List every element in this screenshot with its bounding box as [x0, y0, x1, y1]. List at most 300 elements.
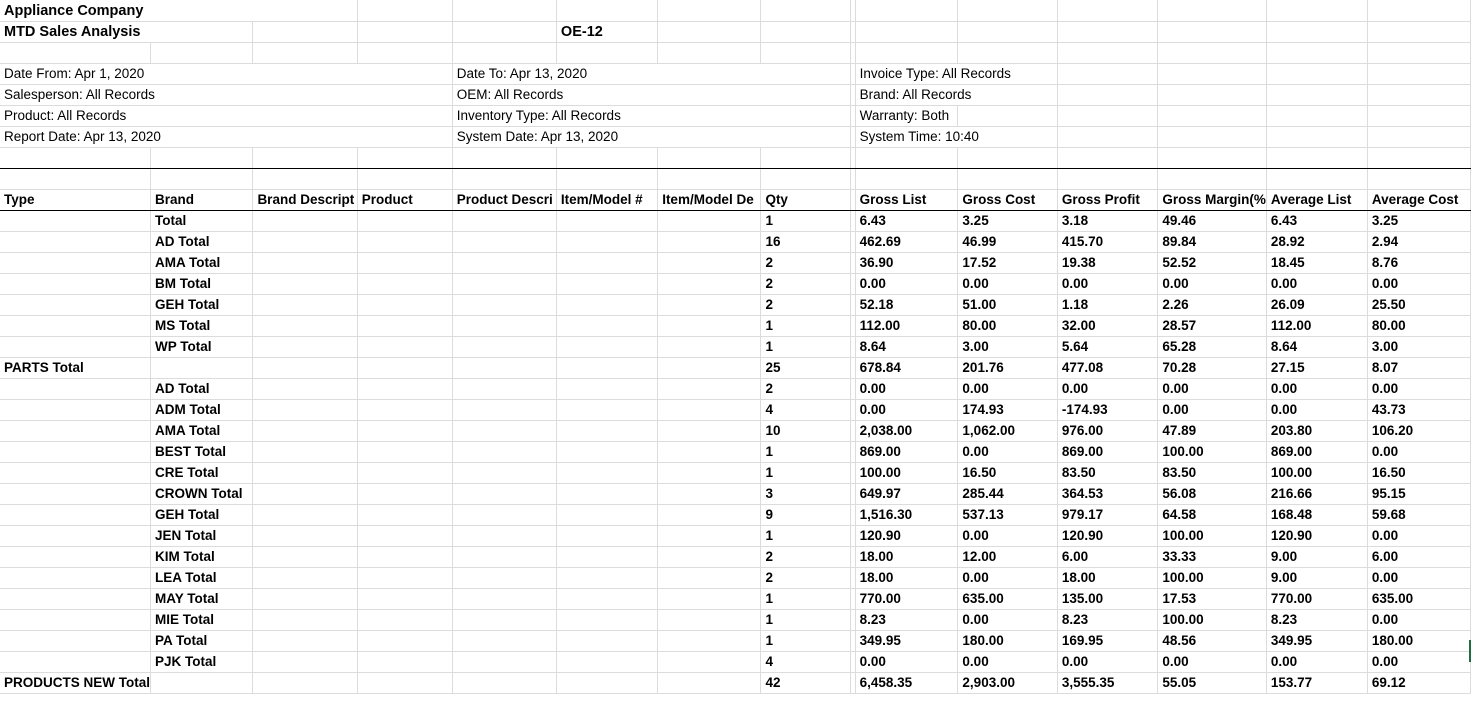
cell-gross-margin[interactable]: 0.00: [1158, 651, 1267, 672]
cell-brand-description[interactable]: [253, 630, 357, 651]
cell-brand-description[interactable]: [253, 336, 357, 357]
cell-brand[interactable]: MIE Total: [151, 609, 253, 630]
cell-item-model-description[interactable]: [658, 231, 761, 252]
cell-item-model-number[interactable]: [556, 252, 657, 273]
cell-product[interactable]: [357, 546, 452, 567]
cell-gross-profit[interactable]: 979.17: [1057, 504, 1158, 525]
cell-gross-profit[interactable]: 3.18: [1057, 210, 1158, 231]
cell-type[interactable]: [0, 609, 151, 630]
cell-average-list[interactable]: 6.43: [1266, 210, 1367, 231]
cell-item-model-number[interactable]: [556, 462, 657, 483]
cell-average-cost[interactable]: 0.00: [1367, 441, 1470, 462]
cell-gross-cost[interactable]: 3.00: [958, 336, 1057, 357]
cell-item-model-number[interactable]: [556, 672, 657, 693]
cell-product-description[interactable]: [452, 378, 556, 399]
cell-average-list[interactable]: 9.00: [1266, 567, 1367, 588]
cell-gross-margin[interactable]: 33.33: [1158, 546, 1267, 567]
cell-item-model-description[interactable]: [658, 252, 761, 273]
cell-brand-description[interactable]: [253, 273, 357, 294]
cell-brand-description[interactable]: [253, 672, 357, 693]
cell-qty[interactable]: 9: [761, 504, 850, 525]
cell-type[interactable]: [0, 378, 151, 399]
cell-gross-list[interactable]: 100.00: [855, 462, 958, 483]
cell-product[interactable]: [357, 294, 452, 315]
cell-product-description[interactable]: [452, 357, 556, 378]
cell-gross-profit[interactable]: 1.18: [1057, 294, 1158, 315]
cell-gross-list[interactable]: 18.00: [855, 567, 958, 588]
col-header-product-description[interactable]: Product Descri: [452, 189, 556, 210]
cell-brand[interactable]: WP Total: [151, 336, 253, 357]
cell-qty[interactable]: 16: [761, 231, 850, 252]
cell-gross-cost[interactable]: 46.99: [958, 231, 1057, 252]
cell-item-model-number[interactable]: [556, 357, 657, 378]
cell-brand[interactable]: BM Total: [151, 273, 253, 294]
cell-product-description[interactable]: [452, 399, 556, 420]
cell-item-model-number[interactable]: [556, 609, 657, 630]
col-header-average-cost[interactable]: Average Cost: [1367, 189, 1470, 210]
cell-item-model-number[interactable]: [556, 630, 657, 651]
cell-average-cost[interactable]: 80.00: [1367, 315, 1470, 336]
cell-gross-margin[interactable]: 47.89: [1158, 420, 1267, 441]
cell-product-description[interactable]: [452, 588, 556, 609]
cell-gross-cost[interactable]: 3.25: [958, 210, 1057, 231]
cell-item-model-number[interactable]: [556, 231, 657, 252]
cell-item-model-description[interactable]: [658, 441, 761, 462]
cell-product-description[interactable]: [452, 294, 556, 315]
cell-gross-profit[interactable]: 0.00: [1057, 378, 1158, 399]
cell-item-model-number[interactable]: [556, 546, 657, 567]
cell-brand[interactable]: LEA Total: [151, 567, 253, 588]
cell-gross-margin[interactable]: 89.84: [1158, 231, 1267, 252]
cell-average-cost[interactable]: 106.20: [1367, 420, 1470, 441]
col-header-brand[interactable]: Brand: [151, 189, 253, 210]
cell-average-list[interactable]: 8.64: [1266, 336, 1367, 357]
cell-gross-profit[interactable]: 0.00: [1057, 273, 1158, 294]
cell-item-model-number[interactable]: [556, 525, 657, 546]
cell-gross-cost[interactable]: 0.00: [958, 567, 1057, 588]
cell-average-cost[interactable]: 3.00: [1367, 336, 1470, 357]
cell-type[interactable]: [0, 588, 151, 609]
cell-average-cost[interactable]: 3.25: [1367, 210, 1470, 231]
cell-brand-description[interactable]: [253, 315, 357, 336]
cell-average-list[interactable]: 168.48: [1266, 504, 1367, 525]
cell-average-list[interactable]: 18.45: [1266, 252, 1367, 273]
cell-gross-list[interactable]: 112.00: [855, 315, 958, 336]
cell-gross-list[interactable]: 8.64: [855, 336, 958, 357]
cell-average-cost[interactable]: 25.50: [1367, 294, 1470, 315]
cell-gross-margin[interactable]: 100.00: [1158, 567, 1267, 588]
cell-gross-list[interactable]: 6,458.35: [855, 672, 958, 693]
filter-report-date[interactable]: Report Date: Apr 13, 2020: [0, 126, 452, 147]
cell-type[interactable]: [0, 210, 151, 231]
cell-product[interactable]: [357, 588, 452, 609]
cell-brand-description[interactable]: [253, 567, 357, 588]
cell-gross-margin[interactable]: 52.52: [1158, 252, 1267, 273]
cell-item-model-description[interactable]: [658, 336, 761, 357]
cell-type[interactable]: [0, 483, 151, 504]
cell-qty[interactable]: 25: [761, 357, 850, 378]
cell-qty[interactable]: 1: [761, 315, 850, 336]
cell-gross-profit[interactable]: 364.53: [1057, 483, 1158, 504]
cell-item-model-description[interactable]: [658, 462, 761, 483]
cell-brand[interactable]: KIM Total: [151, 546, 253, 567]
cell-gross-list[interactable]: 8.23: [855, 609, 958, 630]
cell-gross-cost[interactable]: 0.00: [958, 651, 1057, 672]
cell-product-description[interactable]: [452, 525, 556, 546]
cell-product-description[interactable]: [452, 504, 556, 525]
cell-qty[interactable]: 2: [761, 378, 850, 399]
cell-gross-margin[interactable]: 48.56: [1158, 630, 1267, 651]
cell-gross-cost[interactable]: 0.00: [958, 273, 1057, 294]
cell-gross-cost[interactable]: 0.00: [958, 378, 1057, 399]
cell-product-description[interactable]: [452, 252, 556, 273]
cell-brand-description[interactable]: [253, 210, 357, 231]
cell-gross-list[interactable]: 770.00: [855, 588, 958, 609]
cell-qty[interactable]: 42: [761, 672, 850, 693]
cell-gross-profit[interactable]: 135.00: [1057, 588, 1158, 609]
cell-gross-profit[interactable]: 3,555.35: [1057, 672, 1158, 693]
cell-brand[interactable]: GEH Total: [151, 504, 253, 525]
filter-warranty[interactable]: Warranty: Both: [855, 105, 958, 126]
cell-gross-profit[interactable]: 415.70: [1057, 231, 1158, 252]
cell-average-cost[interactable]: 8.07: [1367, 357, 1470, 378]
filter-salesperson[interactable]: Salesperson: All Records: [0, 84, 452, 105]
cell-item-model-description[interactable]: [658, 609, 761, 630]
cell-gross-profit[interactable]: 5.64: [1057, 336, 1158, 357]
cell-average-cost[interactable]: 8.76: [1367, 252, 1470, 273]
cell-average-list[interactable]: 112.00: [1266, 315, 1367, 336]
cell-type[interactable]: [0, 420, 151, 441]
cell-item-model-description[interactable]: [658, 630, 761, 651]
cell-gross-cost[interactable]: 0.00: [958, 609, 1057, 630]
cell-gross-cost[interactable]: 2,903.00: [958, 672, 1057, 693]
cell-gross-cost[interactable]: 635.00: [958, 588, 1057, 609]
cell-brand[interactable]: BEST Total: [151, 441, 253, 462]
cell-product-description[interactable]: [452, 483, 556, 504]
cell-brand-description[interactable]: [253, 483, 357, 504]
cell-gross-margin[interactable]: 2.26: [1158, 294, 1267, 315]
cell-gross-list[interactable]: 0.00: [855, 378, 958, 399]
cell-average-cost[interactable]: 635.00: [1367, 588, 1470, 609]
col-header-item-model-description[interactable]: Item/Model De: [658, 189, 761, 210]
cell-gross-list[interactable]: 1,516.30: [855, 504, 958, 525]
cell-brand-description[interactable]: [253, 231, 357, 252]
cell-brand[interactable]: GEH Total: [151, 294, 253, 315]
cell-average-list[interactable]: 0.00: [1266, 399, 1367, 420]
cell-gross-list[interactable]: 2,038.00: [855, 420, 958, 441]
cell-average-cost[interactable]: 0.00: [1367, 378, 1470, 399]
col-header-gross-cost[interactable]: Gross Cost: [958, 189, 1057, 210]
cell-gross-profit[interactable]: 120.90: [1057, 525, 1158, 546]
cell-average-list[interactable]: 203.80: [1266, 420, 1367, 441]
cell-gross-margin[interactable]: 100.00: [1158, 609, 1267, 630]
cell-brand-description[interactable]: [253, 378, 357, 399]
filter-date-from[interactable]: Date From: Apr 1, 2020: [0, 63, 452, 84]
cell-brand[interactable]: CROWN Total: [151, 483, 253, 504]
cell-gross-cost[interactable]: 174.93: [958, 399, 1057, 420]
cell-gross-list[interactable]: 649.97: [855, 483, 958, 504]
col-header-product[interactable]: Product: [357, 189, 452, 210]
cell-item-model-number[interactable]: [556, 588, 657, 609]
cell-gross-profit[interactable]: 0.00: [1057, 651, 1158, 672]
cell-qty[interactable]: 1: [761, 525, 850, 546]
cell-product-description[interactable]: [452, 462, 556, 483]
cell-product[interactable]: [357, 336, 452, 357]
col-header-gross-profit[interactable]: Gross Profit: [1057, 189, 1158, 210]
cell-item-model-number[interactable]: [556, 273, 657, 294]
cell-type[interactable]: [0, 336, 151, 357]
cell-qty[interactable]: 1: [761, 336, 850, 357]
cell-gross-list[interactable]: 869.00: [855, 441, 958, 462]
cell-type[interactable]: [0, 294, 151, 315]
cell-product[interactable]: [357, 441, 452, 462]
cell-type[interactable]: [0, 651, 151, 672]
filter-oem[interactable]: OEM: All Records: [452, 84, 850, 105]
cell-item-model-description[interactable]: [658, 504, 761, 525]
cell-gross-margin[interactable]: 49.46: [1158, 210, 1267, 231]
cell-qty[interactable]: 3: [761, 483, 850, 504]
cell-average-list[interactable]: 28.92: [1266, 231, 1367, 252]
cell-item-model-number[interactable]: [556, 210, 657, 231]
col-header-item-model-number[interactable]: Item/Model #: [556, 189, 657, 210]
cell-brand[interactable]: PJK Total: [151, 651, 253, 672]
cell-type[interactable]: [0, 630, 151, 651]
cell-gross-profit[interactable]: 6.00: [1057, 546, 1158, 567]
cell-type[interactable]: [0, 231, 151, 252]
cell-product-description[interactable]: [452, 336, 556, 357]
cell-gross-profit[interactable]: 32.00: [1057, 315, 1158, 336]
cell-qty[interactable]: 10: [761, 420, 850, 441]
cell-product[interactable]: [357, 273, 452, 294]
cell-gross-profit[interactable]: 869.00: [1057, 441, 1158, 462]
cell-average-list[interactable]: 216.66: [1266, 483, 1367, 504]
cell-product-description[interactable]: [452, 630, 556, 651]
cell-item-model-description[interactable]: [658, 672, 761, 693]
cell-qty[interactable]: 1: [761, 588, 850, 609]
report-title[interactable]: MTD Sales Analysis: [0, 21, 253, 42]
cell-product[interactable]: [357, 420, 452, 441]
cell-gross-list[interactable]: 18.00: [855, 546, 958, 567]
cell-gross-list[interactable]: 0.00: [855, 399, 958, 420]
cell-qty[interactable]: 1: [761, 462, 850, 483]
cell-gross-margin[interactable]: 55.05: [1158, 672, 1267, 693]
cell-gross-margin[interactable]: 56.08: [1158, 483, 1267, 504]
cell-gross-profit[interactable]: 19.38: [1057, 252, 1158, 273]
cell-average-cost[interactable]: 95.15: [1367, 483, 1470, 504]
cell-item-model-number[interactable]: [556, 567, 657, 588]
cell-product-description[interactable]: [452, 567, 556, 588]
cell-brand-description[interactable]: [253, 441, 357, 462]
cell-average-cost[interactable]: 0.00: [1367, 525, 1470, 546]
cell-brand-description[interactable]: [253, 420, 357, 441]
cell-average-list[interactable]: 9.00: [1266, 546, 1367, 567]
cell-item-model-number[interactable]: [556, 315, 657, 336]
cell-gross-margin[interactable]: 0.00: [1158, 378, 1267, 399]
cell-qty[interactable]: 1: [761, 609, 850, 630]
cell-average-cost[interactable]: 16.50: [1367, 462, 1470, 483]
cell-product[interactable]: [357, 567, 452, 588]
cell-gross-list[interactable]: 0.00: [855, 273, 958, 294]
cell-item-model-description[interactable]: [658, 315, 761, 336]
cell-type[interactable]: PARTS Total: [0, 357, 151, 378]
cell-product[interactable]: [357, 609, 452, 630]
cell-brand-description[interactable]: [253, 525, 357, 546]
cell-gross-margin[interactable]: 17.53: [1158, 588, 1267, 609]
cell-item-model-number[interactable]: [556, 294, 657, 315]
cell-type[interactable]: [0, 504, 151, 525]
cell-gross-margin[interactable]: 28.57: [1158, 315, 1267, 336]
cell-average-list[interactable]: 153.77: [1266, 672, 1367, 693]
cell-type[interactable]: [0, 567, 151, 588]
cell-brand[interactable]: JEN Total: [151, 525, 253, 546]
cell-gross-margin[interactable]: 100.00: [1158, 525, 1267, 546]
cell-brand-description[interactable]: [253, 294, 357, 315]
cell-product[interactable]: [357, 231, 452, 252]
cell-product[interactable]: [357, 651, 452, 672]
cell-gross-margin[interactable]: 0.00: [1158, 273, 1267, 294]
cell-average-cost[interactable]: 0.00: [1367, 609, 1470, 630]
cell-product-description[interactable]: [452, 672, 556, 693]
cell-average-list[interactable]: 26.09: [1266, 294, 1367, 315]
cell-product-description[interactable]: [452, 441, 556, 462]
cell-average-list[interactable]: 120.90: [1266, 525, 1367, 546]
cell-item-model-number[interactable]: [556, 651, 657, 672]
cell-brand-description[interactable]: [253, 462, 357, 483]
cell-gross-list[interactable]: 349.95: [855, 630, 958, 651]
cell-brand-description[interactable]: [253, 609, 357, 630]
cell-gross-list[interactable]: 6.43: [855, 210, 958, 231]
cell-product[interactable]: [357, 399, 452, 420]
cell-gross-cost[interactable]: 0.00: [958, 441, 1057, 462]
cell-product[interactable]: [357, 672, 452, 693]
cell-average-list[interactable]: 770.00: [1266, 588, 1367, 609]
cell-qty[interactable]: 1: [761, 441, 850, 462]
company-name[interactable]: Appliance Company: [0, 0, 357, 21]
cell-gross-cost[interactable]: 180.00: [958, 630, 1057, 651]
cell-type[interactable]: [0, 399, 151, 420]
cell-gross-list[interactable]: 0.00: [855, 651, 958, 672]
cell-product[interactable]: [357, 462, 452, 483]
cell-gross-profit[interactable]: 477.08: [1057, 357, 1158, 378]
cell-type[interactable]: [0, 252, 151, 273]
cell-gross-margin[interactable]: 100.00: [1158, 441, 1267, 462]
cell-gross-cost[interactable]: 201.76: [958, 357, 1057, 378]
cell-qty[interactable]: 2: [761, 567, 850, 588]
filter-brand[interactable]: Brand: All Records: [855, 84, 1057, 105]
cell-brand[interactable]: ADM Total: [151, 399, 253, 420]
cell-brand[interactable]: AD Total: [151, 231, 253, 252]
cell-average-cost[interactable]: 59.68: [1367, 504, 1470, 525]
cell-gross-profit[interactable]: 8.23: [1057, 609, 1158, 630]
cell-product-description[interactable]: [452, 609, 556, 630]
cell-item-model-description[interactable]: [658, 651, 761, 672]
cell-qty[interactable]: 1: [761, 210, 850, 231]
cell-average-list[interactable]: 27.15: [1266, 357, 1367, 378]
cell-gross-profit[interactable]: 976.00: [1057, 420, 1158, 441]
cell-product-description[interactable]: [452, 273, 556, 294]
cell-item-model-number[interactable]: [556, 441, 657, 462]
col-header-gross-list[interactable]: Gross List: [855, 189, 958, 210]
cell-product-description[interactable]: [452, 210, 556, 231]
cell-item-model-description[interactable]: [658, 399, 761, 420]
cell-brand-description[interactable]: [253, 546, 357, 567]
cell-gross-list[interactable]: 678.84: [855, 357, 958, 378]
cell-qty[interactable]: 2: [761, 294, 850, 315]
cell-gross-cost[interactable]: 12.00: [958, 546, 1057, 567]
cell-item-model-description[interactable]: [658, 357, 761, 378]
cell-type[interactable]: [0, 315, 151, 336]
cell-brand[interactable]: AMA Total: [151, 252, 253, 273]
cell-gross-cost[interactable]: 16.50: [958, 462, 1057, 483]
cell-gross-cost[interactable]: 285.44: [958, 483, 1057, 504]
cell-average-list[interactable]: 0.00: [1266, 378, 1367, 399]
cell-product[interactable]: [357, 378, 452, 399]
cell-type[interactable]: [0, 546, 151, 567]
cell-brand[interactable]: AD Total: [151, 378, 253, 399]
cell-item-model-description[interactable]: [658, 546, 761, 567]
cell-product[interactable]: [357, 357, 452, 378]
cell-average-list[interactable]: 0.00: [1266, 651, 1367, 672]
cell-average-cost[interactable]: 43.73: [1367, 399, 1470, 420]
cell-product-description[interactable]: [452, 315, 556, 336]
cell-gross-margin[interactable]: 70.28: [1158, 357, 1267, 378]
cell-gross-margin[interactable]: 64.58: [1158, 504, 1267, 525]
cell-item-model-description[interactable]: [658, 525, 761, 546]
cell-qty[interactable]: 4: [761, 399, 850, 420]
cell-average-cost[interactable]: 6.00: [1367, 546, 1470, 567]
cell-product[interactable]: [357, 210, 452, 231]
cell-brand-description[interactable]: [253, 357, 357, 378]
cell-item-model-number[interactable]: [556, 504, 657, 525]
cell-average-list[interactable]: 0.00: [1266, 273, 1367, 294]
filter-invoice-type[interactable]: Invoice Type: All Records: [855, 63, 1057, 84]
cell-brand[interactable]: CRE Total: [151, 462, 253, 483]
col-header-average-list[interactable]: Average List: [1266, 189, 1367, 210]
cell-item-model-number[interactable]: [556, 336, 657, 357]
cell-brand[interactable]: [151, 357, 253, 378]
cell-item-model-number[interactable]: [556, 399, 657, 420]
cell-brand-description[interactable]: [253, 252, 357, 273]
cell-type[interactable]: [0, 441, 151, 462]
cell-product-description[interactable]: [452, 546, 556, 567]
cell-brand-description[interactable]: [253, 651, 357, 672]
cell-gross-margin[interactable]: 83.50: [1158, 462, 1267, 483]
cell-qty[interactable]: 2: [761, 546, 850, 567]
cell-product[interactable]: [357, 630, 452, 651]
cell-average-list[interactable]: 349.95: [1266, 630, 1367, 651]
cell-gross-list[interactable]: 36.90: [855, 252, 958, 273]
cell-item-model-description[interactable]: [658, 210, 761, 231]
cell-average-cost[interactable]: 180.00: [1367, 630, 1470, 651]
filter-date-to[interactable]: Date To: Apr 13, 2020: [452, 63, 850, 84]
cell-brand-description[interactable]: [253, 588, 357, 609]
cell-type[interactable]: [0, 273, 151, 294]
cell-average-cost[interactable]: 0.00: [1367, 651, 1470, 672]
cell-gross-profit[interactable]: -174.93: [1057, 399, 1158, 420]
cell-gross-profit[interactable]: 83.50: [1057, 462, 1158, 483]
cell-brand-description[interactable]: [253, 504, 357, 525]
filter-system-time[interactable]: System Time: 10:40: [855, 126, 1057, 147]
cell-type[interactable]: [0, 462, 151, 483]
cell-gross-cost[interactable]: 80.00: [958, 315, 1057, 336]
cell-item-model-number[interactable]: [556, 420, 657, 441]
cell-gross-cost[interactable]: 17.52: [958, 252, 1057, 273]
cell-gross-profit[interactable]: 18.00: [1057, 567, 1158, 588]
cell-item-model-description[interactable]: [658, 420, 761, 441]
filter-product[interactable]: Product: All Records: [0, 105, 452, 126]
report-code[interactable]: OE-12: [556, 21, 657, 42]
cell-gross-list[interactable]: 52.18: [855, 294, 958, 315]
